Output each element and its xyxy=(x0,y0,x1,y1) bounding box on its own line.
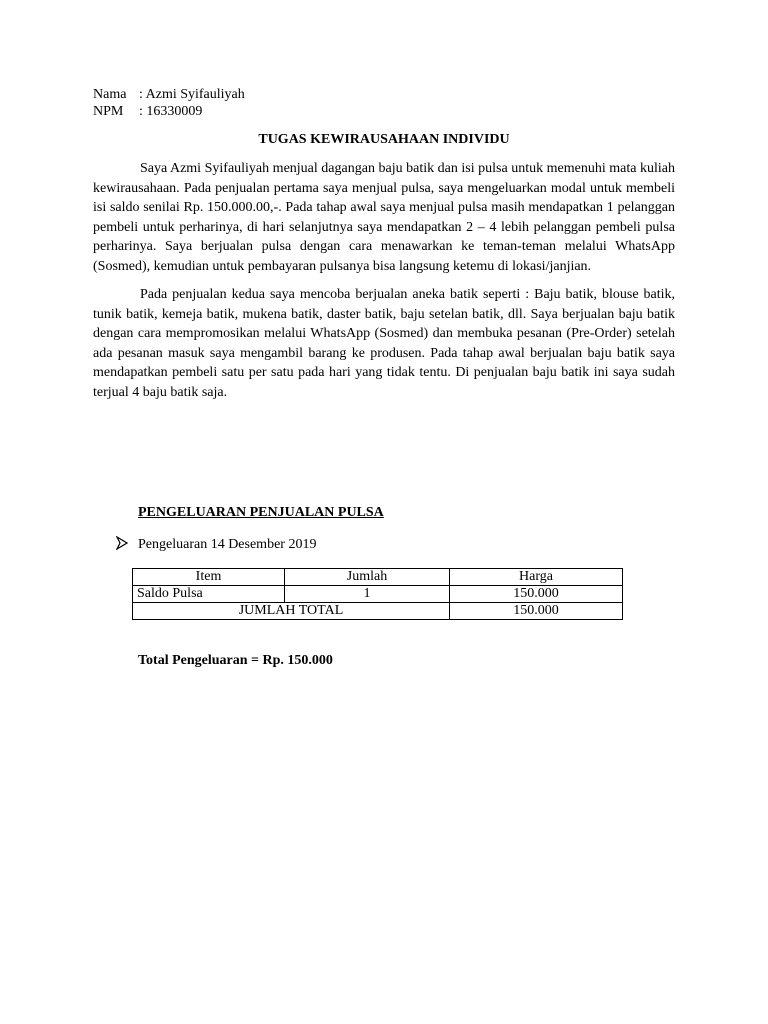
npm-label: NPM xyxy=(93,104,124,119)
table-total-row xyxy=(133,603,623,620)
table-header-row xyxy=(133,569,623,586)
bullet-item xyxy=(116,536,316,556)
document-body xyxy=(93,86,675,411)
cell-jumlah: 1 xyxy=(285,586,450,603)
total-expense: Total Pengeluaran = Rp. 150.000 xyxy=(138,653,333,668)
paragraph-batik: Pada penjualan kedua saya mencoba berjualan aneka batik seperti : Baju batik, blouse batik, tunik batik, kemeja batik, mukena batik, daster batik, baju setelan batik, dll. Saya berjualan baju batik dengan cara mempromosikan melalui WhatsApp (Sosmed) dan membuka pesanan (Pre-Order) setelah ada pesanan masuk saya mengambil barang ke produsen. Pada tahap awal berjualan baju batik saya mendapatkan pembeli satu per satu pada hari yang tidak tentu. Di penjualan baju batik ini saya sudah terjual 4 baju batik saja. xyxy=(93,287,675,400)
section-heading: PENGELUARAN PENJUALAN PULSA xyxy=(138,505,384,520)
table-row xyxy=(133,586,623,603)
header-item: Item xyxy=(133,569,285,586)
total-value: 150.000 xyxy=(450,603,623,620)
name-row xyxy=(93,86,675,103)
arrowhead-bullet-icon xyxy=(116,536,138,556)
paragraph-pulsa: Saya Azmi Syifauliyah menjual dagangan baju batik dan isi pulsa untuk memenuhi mata kuliah kewirausahaan. Pada penjualan pertama saya menjual pulsa, saya mengeluarkan modal untuk membeli isi saldo senilai Rp. 150.000.00,-. Pada tahap awal saya menjual pulsa masih mendapatkan 1 pelanggan pembeli untuk perharinya, di hari selanjutnya saya mendapatkan 2 – 4 lebih pelanggan pembeli pulsa perharinya. Saya berjualan pulsa dengan cara menawarkan ke teman-teman melalui WhatsApp (Sosmed), kemudian untuk pembayaran pulsanya bisa langsung ketemu di lokasi/janjian. xyxy=(93,161,675,274)
name-value: : Azmi Syifauliyah xyxy=(139,87,245,102)
header-harga: Harga xyxy=(450,569,623,586)
expense-table xyxy=(132,568,623,620)
npm-row xyxy=(93,103,675,120)
header-jumlah: Jumlah xyxy=(285,569,450,586)
total-label: JUMLAH TOTAL xyxy=(133,603,450,620)
name-label: Nama xyxy=(93,87,127,102)
npm-value: : 16330009 xyxy=(139,104,203,119)
arrowhead-bullet-graphic xyxy=(116,536,128,550)
cell-item: Saldo Pulsa xyxy=(133,586,285,603)
bullet-text: Pengeluaran 14 Desember 2019 xyxy=(138,537,317,552)
cell-harga: 150.000 xyxy=(450,586,623,603)
document-title: TUGAS KEWIRAUSAHAAN INDIVIDU xyxy=(258,132,510,147)
